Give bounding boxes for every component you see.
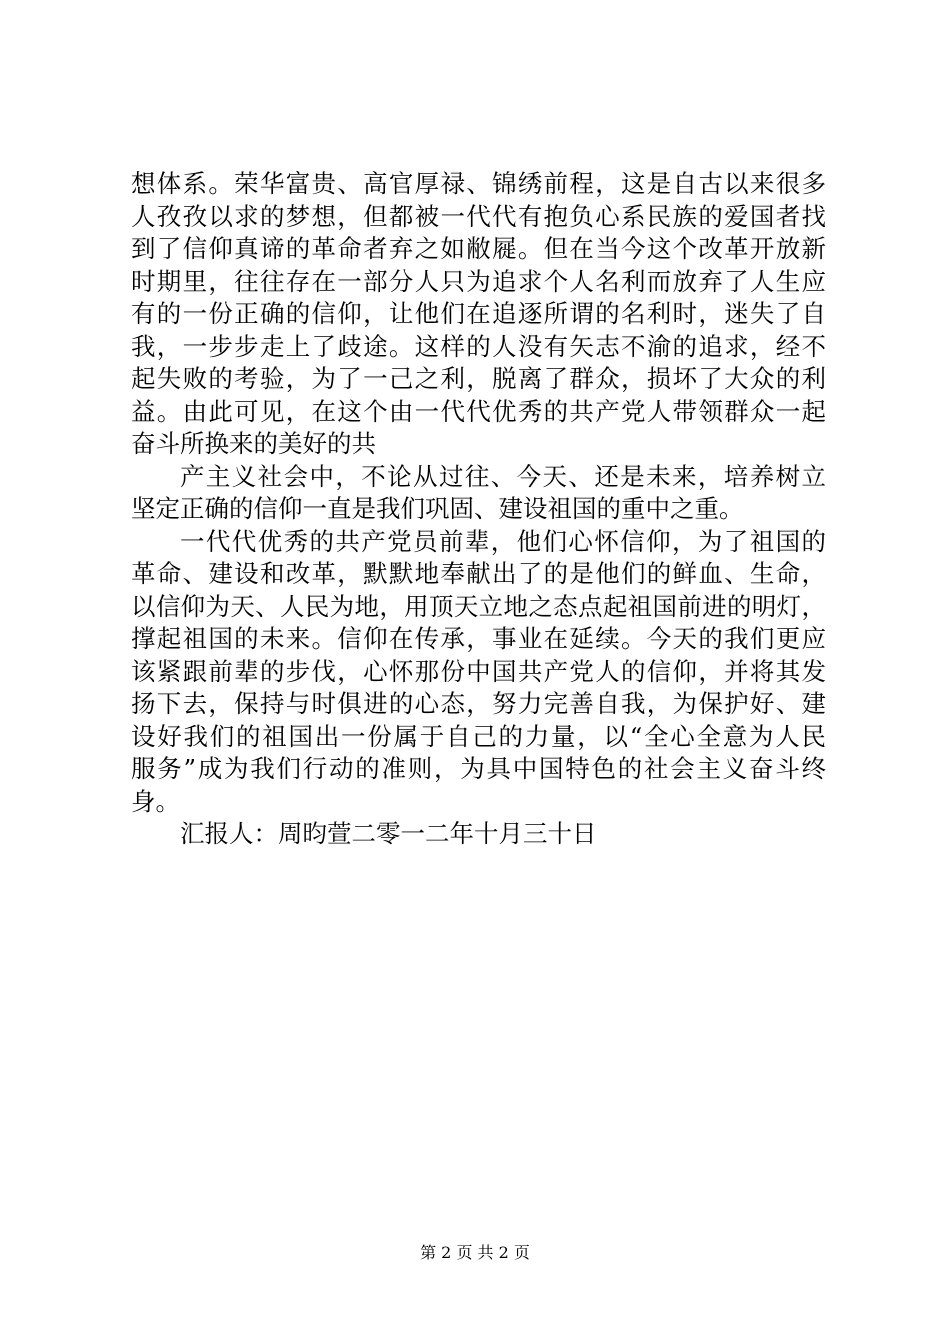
text-line: 坚定正确的信仰一直是我们巩固、建设祖国的重中之重。 [131,494,744,523]
text-line: 奋斗所换来的美好的共 [131,429,376,458]
text-line: 我，一步步走上了歧途。这样的人没有矢志不渝的追求，经不 [131,331,826,361]
text-line: 益。由此可见，在这个由一代代优秀的共产党人带领群众一起 [131,396,826,426]
text-line: 该紧跟前辈的步伐，心怀那份中国共产党人的信仰，并将其发 [131,656,826,686]
text-line: 有的一份正确的信仰，让他们在追逐所谓的名利时，迷失了自 [131,299,826,328]
text-line: 身。 [131,786,180,816]
text-line: 起失败的考验，为了一己之利，脱离了群众，损坏了大众的利 [131,364,826,393]
text-line: 以信仰为天、人民为地，用顶天立地之态点起祖国前进的明灯， [131,591,826,621]
text-line: 设好我们的祖国出一份属于自己的力量，以“全心全意为人民 [131,721,826,751]
text-line: 扬下去，保持与时俱进的心态，努力完善自我，为保护好、建 [131,689,826,718]
text-line: 服务”成为我们行动的准则，为具中国特色的社会主义奋斗终 [131,754,826,783]
text-line: 一代代优秀的共产党员前辈，他们心怀信仰，为了祖国的 [180,526,826,556]
document-body [131,168,826,851]
page-number-footer: 第 2 页 共 2 页 [420,1243,530,1262]
text-line: 革命、建设和改革，默默地奉献出了的是他们的鲜血、生命， [131,559,826,588]
signature-line: 汇报人：周昀萱二零一二年十月三十日 [180,819,597,848]
text-line: 时期里，往往存在一部分人只为追求个人名利而放弃了人生应 [131,266,826,296]
text-line: 人孜孜以求的梦想，但都被一代代有抱负心系民族的爱国者找 [131,201,826,231]
text-line: 到了信仰真谛的革命者弃之如敝屣。但在当今这个改革开放新 [131,234,826,263]
text-line: 撑起祖国的未来。信仰在传承，事业在延续。今天的我们更应 [131,624,826,653]
text-line: 产主义社会中，不论从过往、今天、还是未来，培养树立 [180,461,826,491]
text-line: 想体系。荣华富贵、高官厚禄、锦绣前程，这是自古以来很多 [131,169,826,198]
